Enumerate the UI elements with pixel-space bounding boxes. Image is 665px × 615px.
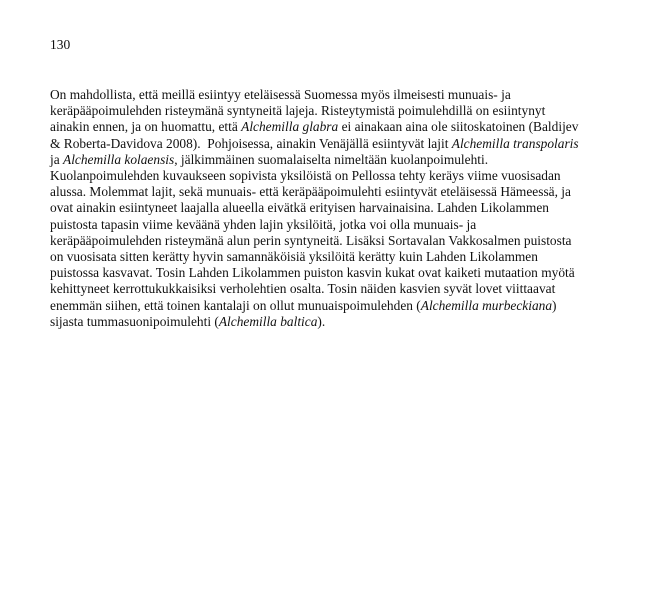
text-line — [50, 233, 630, 249]
text-segment: keräpääpoimulehden risteymänä alun perin syntyneitä. Lisäksi Sortavalan Vakkosalmen puistosta — [50, 232, 572, 248]
species-name-italic: Alchemilla murbeckiana — [420, 297, 553, 313]
text-segment: enemmän siihen, että toinen kantalaji on ollut munuaispoimulehden ( — [50, 297, 421, 313]
text-segment: kehittyneet kerrottukukkaisiksi verholehtien osalta. Tosin näiden kasvien syvät lovet viittaavat — [50, 281, 556, 297]
text-line — [50, 281, 630, 297]
text-segment: ovat ainakin esiintyneet laajalla alueella eivätkä erityisen harvainaisina. Lahden Likolammen — [50, 200, 549, 216]
text-segment: ). — [317, 313, 326, 329]
text-segment: ja — [50, 151, 64, 167]
page-number: 130 — [50, 37, 71, 52]
text-segment: Kuolanpoimulehden kuvaukseen sopivista yksilöistä on Pellossa tehty keräys viime vuosisadan — [50, 168, 561, 184]
species-name-italic: Alchemilla baltica — [218, 313, 318, 329]
text-segment: ainakin ennen, ja on huomattu, että — [50, 119, 242, 135]
species-name-italic: Alchemilla kolaensis — [63, 151, 175, 167]
text-line — [50, 103, 630, 119]
text-line — [50, 87, 630, 103]
text-segment: on vuosisata sitten kerätty hyvin samannäköisiä yksilöitä kerätty kuin Lahden Likolammen — [50, 249, 538, 265]
text-segment: puistosta tapasin viime keväänä yhden lajin yksilöitä, jotka voi olla munuais- ja — [50, 216, 477, 232]
text-segment: & Roberta-Davidova 2008). Pohjoisessa, ainakin Venäjällä esiintyvät lajit — [50, 135, 452, 151]
text-line — [50, 249, 630, 265]
text-line — [50, 200, 630, 216]
text-line — [50, 184, 630, 200]
species-name-italic: Alchemilla transpolaris — [451, 135, 579, 151]
text-line — [50, 152, 630, 168]
body-paragraph — [50, 87, 630, 330]
text-segment: , jälkimmäinen suomalaiselta nimeltään kuolanpoimulehti. — [174, 151, 489, 167]
text-line — [50, 265, 630, 281]
text-line — [50, 168, 630, 184]
text-line — [50, 119, 630, 135]
text-segment: keräpääpoimulehden risteymänä syntyneitä lajeja. Risteytymistä poimulehdillä on esiintynyt — [50, 103, 546, 119]
text-segment: sijasta tummasuonipoimulehti ( — [50, 313, 219, 329]
species-name-italic: Alchemilla glabra — [241, 119, 339, 135]
text-line — [50, 298, 630, 314]
text-segment: alussa. Molemmat lajit, sekä munuais- että keräpääpoimulehti esiintyvät eteläisessä Hämeessä, ja — [50, 184, 571, 200]
text-segment: ) — [552, 297, 557, 313]
text-segment: ei ainakaan aina ole siitoskatoinen (Baldijev — [338, 119, 579, 135]
text-segment: puistossa kasvavat. Tosin Lahden Likolammen puiston kasvin kukat ovat kaiketi mutaation myötä — [50, 265, 575, 281]
text-line — [50, 136, 630, 152]
text-segment: On mahdollista, että meillä esiintyy eteläisessä Suomessa myös ilmeisesti munuais- ja — [50, 87, 511, 102]
text-line — [50, 314, 630, 330]
text-line — [50, 217, 630, 233]
